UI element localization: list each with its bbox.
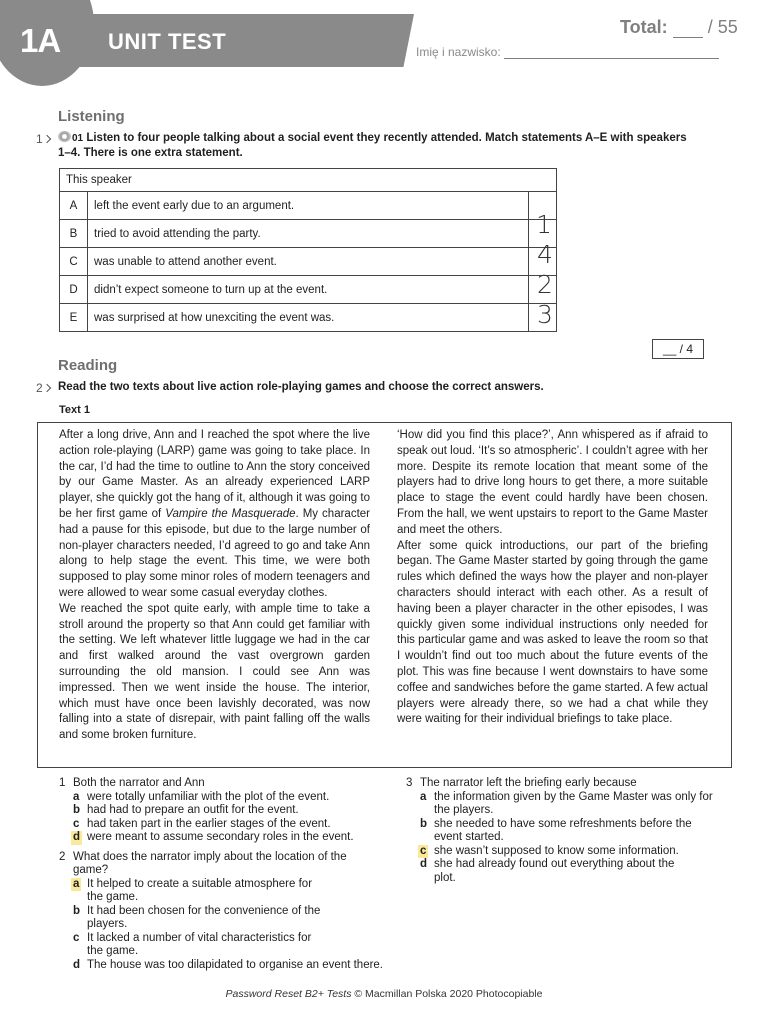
table-row [60,248,557,276]
table-row [60,304,557,332]
track-number: 01 [72,133,84,144]
question-1: 1 Both the narrator and Ann [59,777,205,789]
row-statement: didn’t expect someone to turn up at the event. [88,276,529,304]
name-field[interactable] [504,58,719,59]
footer-copyright: © Macmillan Polska 2020 Photocopiable [351,988,543,1000]
answer-option-selected[interactable]: c she wasn’t supposed to know some information. [420,844,679,857]
question-2: 2 What does the narrator imply about the location of the game? [59,850,347,876]
reading-text-box [37,422,732,768]
audio-cd-icon [58,131,71,142]
total-score [620,17,738,38]
text-label: Text 1 [59,404,90,416]
handwritten-answer: 3 [537,300,553,329]
footer-book-title: Password Reset B2+ Tests [225,988,352,1000]
table-row [60,276,557,304]
paragraph: We reached the spot quite early, with ample time to take a stroll around the property so that Ann could get familiar with the setting. We left whatever little luggage we had in the car and first walked around the vast overgrown garden surrounding the old mansion. I could see Ann was impressed. Then we went inside the house. The interior, which must have once been lavishly decorated, was now falling into a state of disrepair, with paint falling off the walls and some broken furniture. [59,602,370,742]
answer-option-selected[interactable]: d were meant to assume secondary roles in the event. [73,831,354,843]
page-title: UNIT TEST [108,29,227,54]
exercise-2-number: 2 [36,381,50,395]
total-label: Total: [620,17,668,37]
row-statement: tried to avoid attending the party. [88,220,529,248]
listening-instruction-text: Listen to four people talking about a social event they recently attended. Match statements A–E with speakers 1–4. There is one extra statement. [58,132,687,159]
matching-table [59,168,557,332]
answer-option[interactable]: a the information given by the Game Master was only for the players. [420,790,713,816]
row-letter: E [60,304,88,332]
table-header: This speaker [60,169,557,192]
highlight-mark: d [73,831,81,843]
text-column-right [397,428,708,728]
row-statement: was surprised at how unexciting the event was. [88,304,529,332]
question-stem: Both the narrator and Ann [73,777,205,789]
listening-instruction [58,131,698,161]
highlight-mark: c [420,844,427,857]
highlight-mark: a [73,877,80,890]
questions-right [406,777,736,885]
paragraph: ‘How did you find this place?’, Ann whispered as if afraid to speak out loud. ‘It’s so atmospheric’. I couldn’t agree with her more. Despite its remote location that meant some of the players had to drive long hours to get there, a more suitable place to stage the event could hardly have been chosen. From the hall, we went upstairs to report to the Game Master and meet the others. [397,429,708,536]
questions-left [59,777,384,972]
row-letter: C [60,248,88,276]
name-label: Imię i nazwisko: [416,45,501,59]
unit-number: 1A [20,22,61,59]
answer-box[interactable] [529,300,557,332]
name-row [416,45,719,59]
total-blank[interactable] [673,37,703,38]
page-footer [0,988,768,1000]
answer-option[interactable]: c had taken part in the earlier stages of the event. [73,817,331,830]
reading-heading: Reading [58,357,118,374]
handwritten-answer: 4 [537,240,553,269]
row-letter: B [60,220,88,248]
row-statement: left the event early due to an argument. [88,192,529,220]
listening-heading: Listening [58,108,125,125]
reading-instruction: Read the two texts about live action role-playing games and choose the correct answers. [58,381,544,393]
exercise-1-number: 1 [36,132,50,146]
row-letter: A [60,192,88,220]
handwritten-answer: 1 [536,210,552,239]
question-stem: What does the narrator imply about the location of the game? [73,850,347,876]
total-max: / 55 [707,17,738,37]
paragraph: After some quick introductions, our part of the briefing began. The Game Master started by going through the game rules which defined the ways how the player and non-player characters should interact with each other. As a result of having been a player character in the other episodes, I was quickly given some individual instructions only needed for this particular game and was asked to leave the room so that I wouldn’t find out too much about the future events of the plot. This was fine because I went downstairs to have some coffee and sandwiches before the game started. A few actual players were already there, so we had a chat while they were waiting for their individual briefings to take place. [397,539,708,726]
question-stem: The narrator left the briefing early because [420,777,637,789]
table-row [60,220,557,248]
table-row [60,192,557,220]
question-3: 3 The narrator left the briefing early because [406,777,637,789]
answer-option[interactable]: b It had been chosen for the convenience of the players. [73,904,321,930]
answer-option[interactable]: d The house was too dilapidated to organise an event there. [73,958,384,971]
answer-option[interactable]: b had had to prepare an outfit for the event. [73,804,299,816]
answer-option[interactable]: c It lacked a number of vital characteristics for the game. [73,931,312,957]
text-column-left [59,428,370,744]
answer-option-selected[interactable]: a It helped to create a suitable atmosphere for the game. [73,877,313,903]
answer-option[interactable]: a were totally unfamiliar with the plot of the event. [73,790,330,803]
answer-option[interactable]: b she needed to have some refreshments before the event started. [420,817,692,843]
paragraph: After a long drive, Ann and I reached the spot where the live action role-playing (LARP) game was going to take place. In the car, I’d had the time to outline to Ann the story conceived by our Game Master. As an already experienced LARP player, she quickly got the hang of it, although it was going to be her first game of Vampire the Masquerade. My character had a pause for this episode, but due to the large number of non-player characters needed, I’d agreed to go and take Ann along to help stage the event. This time, we were both supposed to play some minor roles of modern teenagers and were allowed to wear some casual everyday clothes. [59,429,370,599]
answer-option[interactable]: d she had already found out everything about the plot. [420,858,675,884]
listening-score-box[interactable]: __ / 4 [652,339,704,359]
chevron-right-icon [42,135,50,143]
row-statement: was unable to attend another event. [88,248,529,276]
handwritten-answer: 2 [537,270,553,299]
row-letter: D [60,276,88,304]
chevron-right-icon [42,384,50,392]
